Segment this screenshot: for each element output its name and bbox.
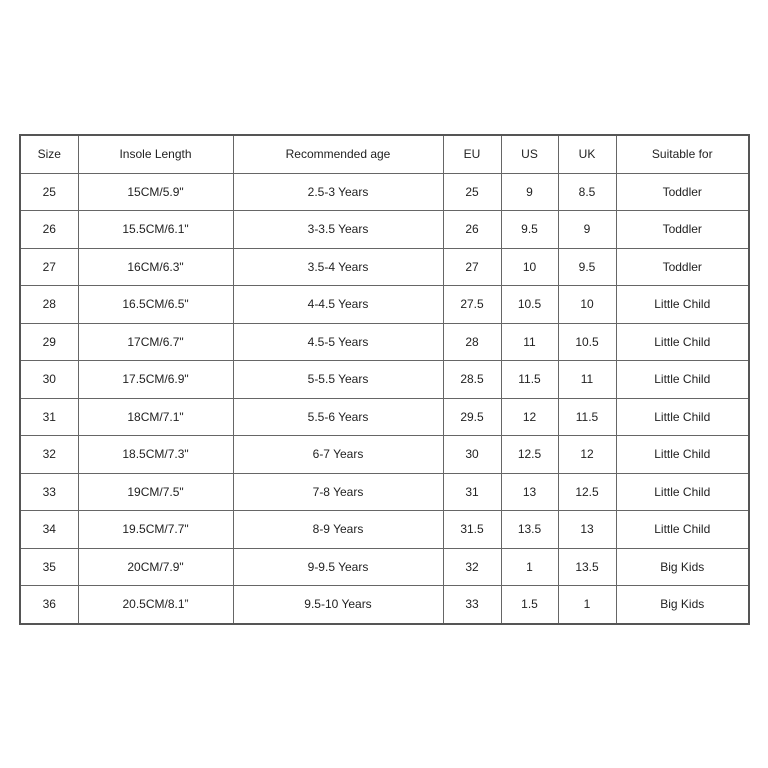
- cell-eu: 28: [443, 323, 501, 361]
- cell-us: 1: [501, 548, 558, 586]
- cell-size: 36: [20, 586, 78, 624]
- cell-us: 1.5: [501, 586, 558, 624]
- cell-size: 33: [20, 473, 78, 511]
- cell-insole-length: 16CM/6.3": [78, 248, 233, 286]
- cell-us: 9: [501, 173, 558, 211]
- cell-uk: 11: [558, 361, 616, 399]
- cell-recommended-age: 7-8 Years: [233, 473, 443, 511]
- cell-eu: 31: [443, 473, 501, 511]
- cell-suitable-for: Big Kids: [616, 548, 749, 586]
- cell-recommended-age: 4.5-5 Years: [233, 323, 443, 361]
- cell-recommended-age: 4-4.5 Years: [233, 286, 443, 324]
- cell-size: 30: [20, 361, 78, 399]
- cell-insole-length: 15CM/5.9": [78, 173, 233, 211]
- cell-eu: 26: [443, 211, 501, 249]
- cell-us: 13: [501, 473, 558, 511]
- table-header-row: [20, 135, 749, 173]
- header-eu: EU: [443, 135, 501, 173]
- cell-size: 29: [20, 323, 78, 361]
- cell-suitable-for: Big Kids: [616, 586, 749, 624]
- cell-uk: 9.5: [558, 248, 616, 286]
- header-uk: UK: [558, 135, 616, 173]
- cell-uk: 10: [558, 286, 616, 324]
- cell-uk: 9: [558, 211, 616, 249]
- table-row: [20, 361, 749, 399]
- cell-eu: 27.5: [443, 286, 501, 324]
- cell-us: 9.5: [501, 211, 558, 249]
- cell-size: 27: [20, 248, 78, 286]
- cell-recommended-age: 9-9.5 Years: [233, 548, 443, 586]
- cell-recommended-age: 3-3.5 Years: [233, 211, 443, 249]
- cell-uk: 11.5: [558, 398, 616, 436]
- cell-recommended-age: 8-9 Years: [233, 511, 443, 549]
- cell-size: 31: [20, 398, 78, 436]
- cell-eu: 30: [443, 436, 501, 474]
- cell-eu: 25: [443, 173, 501, 211]
- cell-us: 13.5: [501, 511, 558, 549]
- cell-uk: 13.5: [558, 548, 616, 586]
- cell-uk: 10.5: [558, 323, 616, 361]
- table-row: [20, 286, 749, 324]
- cell-eu: 33: [443, 586, 501, 624]
- cell-eu: 28.5: [443, 361, 501, 399]
- cell-recommended-age: 5-5.5 Years: [233, 361, 443, 399]
- cell-uk: 1: [558, 586, 616, 624]
- cell-uk: 12.5: [558, 473, 616, 511]
- cell-size: 32: [20, 436, 78, 474]
- cell-recommended-age: 6-7 Years: [233, 436, 443, 474]
- cell-us: 10: [501, 248, 558, 286]
- cell-eu: 27: [443, 248, 501, 286]
- table-row: [20, 473, 749, 511]
- table-row: [20, 323, 749, 361]
- cell-us: 12: [501, 398, 558, 436]
- size-chart: [19, 134, 748, 625]
- cell-suitable-for: Little Child: [616, 511, 749, 549]
- cell-eu: 29.5: [443, 398, 501, 436]
- cell-uk: 8.5: [558, 173, 616, 211]
- cell-size: 34: [20, 511, 78, 549]
- table-row: [20, 548, 749, 586]
- cell-suitable-for: Little Child: [616, 323, 749, 361]
- header-size: Size: [20, 135, 78, 173]
- cell-insole-length: 20CM/7.9": [78, 548, 233, 586]
- cell-suitable-for: Toddler: [616, 211, 749, 249]
- cell-size: 26: [20, 211, 78, 249]
- header-recommended-age: Recommended age: [233, 135, 443, 173]
- cell-us: 11: [501, 323, 558, 361]
- table-row: [20, 586, 749, 624]
- cell-size: 28: [20, 286, 78, 324]
- table-row: [20, 248, 749, 286]
- header-us: US: [501, 135, 558, 173]
- cell-suitable-for: Little Child: [616, 473, 749, 511]
- cell-insole-length: 19CM/7.5": [78, 473, 233, 511]
- cell-insole-length: 16.5CM/6.5": [78, 286, 233, 324]
- cell-suitable-for: Little Child: [616, 436, 749, 474]
- cell-insole-length: 18.5CM/7.3": [78, 436, 233, 474]
- cell-insole-length: 17.5CM/6.9": [78, 361, 233, 399]
- cell-recommended-age: 5.5-6 Years: [233, 398, 443, 436]
- cell-size: 25: [20, 173, 78, 211]
- cell-us: 11.5: [501, 361, 558, 399]
- cell-insole-length: 15.5CM/6.1": [78, 211, 233, 249]
- cell-uk: 12: [558, 436, 616, 474]
- header-suitable-for: Suitable for: [616, 135, 749, 173]
- cell-suitable-for: Little Child: [616, 286, 749, 324]
- table-row: [20, 211, 749, 249]
- table-row: [20, 398, 749, 436]
- cell-suitable-for: Toddler: [616, 173, 749, 211]
- cell-eu: 31.5: [443, 511, 501, 549]
- table-row: [20, 173, 749, 211]
- cell-suitable-for: Little Child: [616, 398, 749, 436]
- table-row: [20, 436, 749, 474]
- cell-insole-length: 17CM/6.7": [78, 323, 233, 361]
- cell-insole-length: 18CM/7.1": [78, 398, 233, 436]
- cell-us: 12.5: [501, 436, 558, 474]
- cell-insole-length: 19.5CM/7.7": [78, 511, 233, 549]
- cell-us: 10.5: [501, 286, 558, 324]
- cell-recommended-age: 9.5-10 Years: [233, 586, 443, 624]
- cell-uk: 13: [558, 511, 616, 549]
- size-table: [19, 134, 750, 625]
- cell-size: 35: [20, 548, 78, 586]
- cell-recommended-age: 3.5-4 Years: [233, 248, 443, 286]
- cell-suitable-for: Little Child: [616, 361, 749, 399]
- cell-suitable-for: Toddler: [616, 248, 749, 286]
- header-insole-length: Insole Length: [78, 135, 233, 173]
- table-row: [20, 511, 749, 549]
- cell-eu: 32: [443, 548, 501, 586]
- table-body: [20, 173, 749, 624]
- cell-insole-length: 20.5CM/8.1”: [78, 586, 233, 624]
- cell-recommended-age: 2.5-3 Years: [233, 173, 443, 211]
